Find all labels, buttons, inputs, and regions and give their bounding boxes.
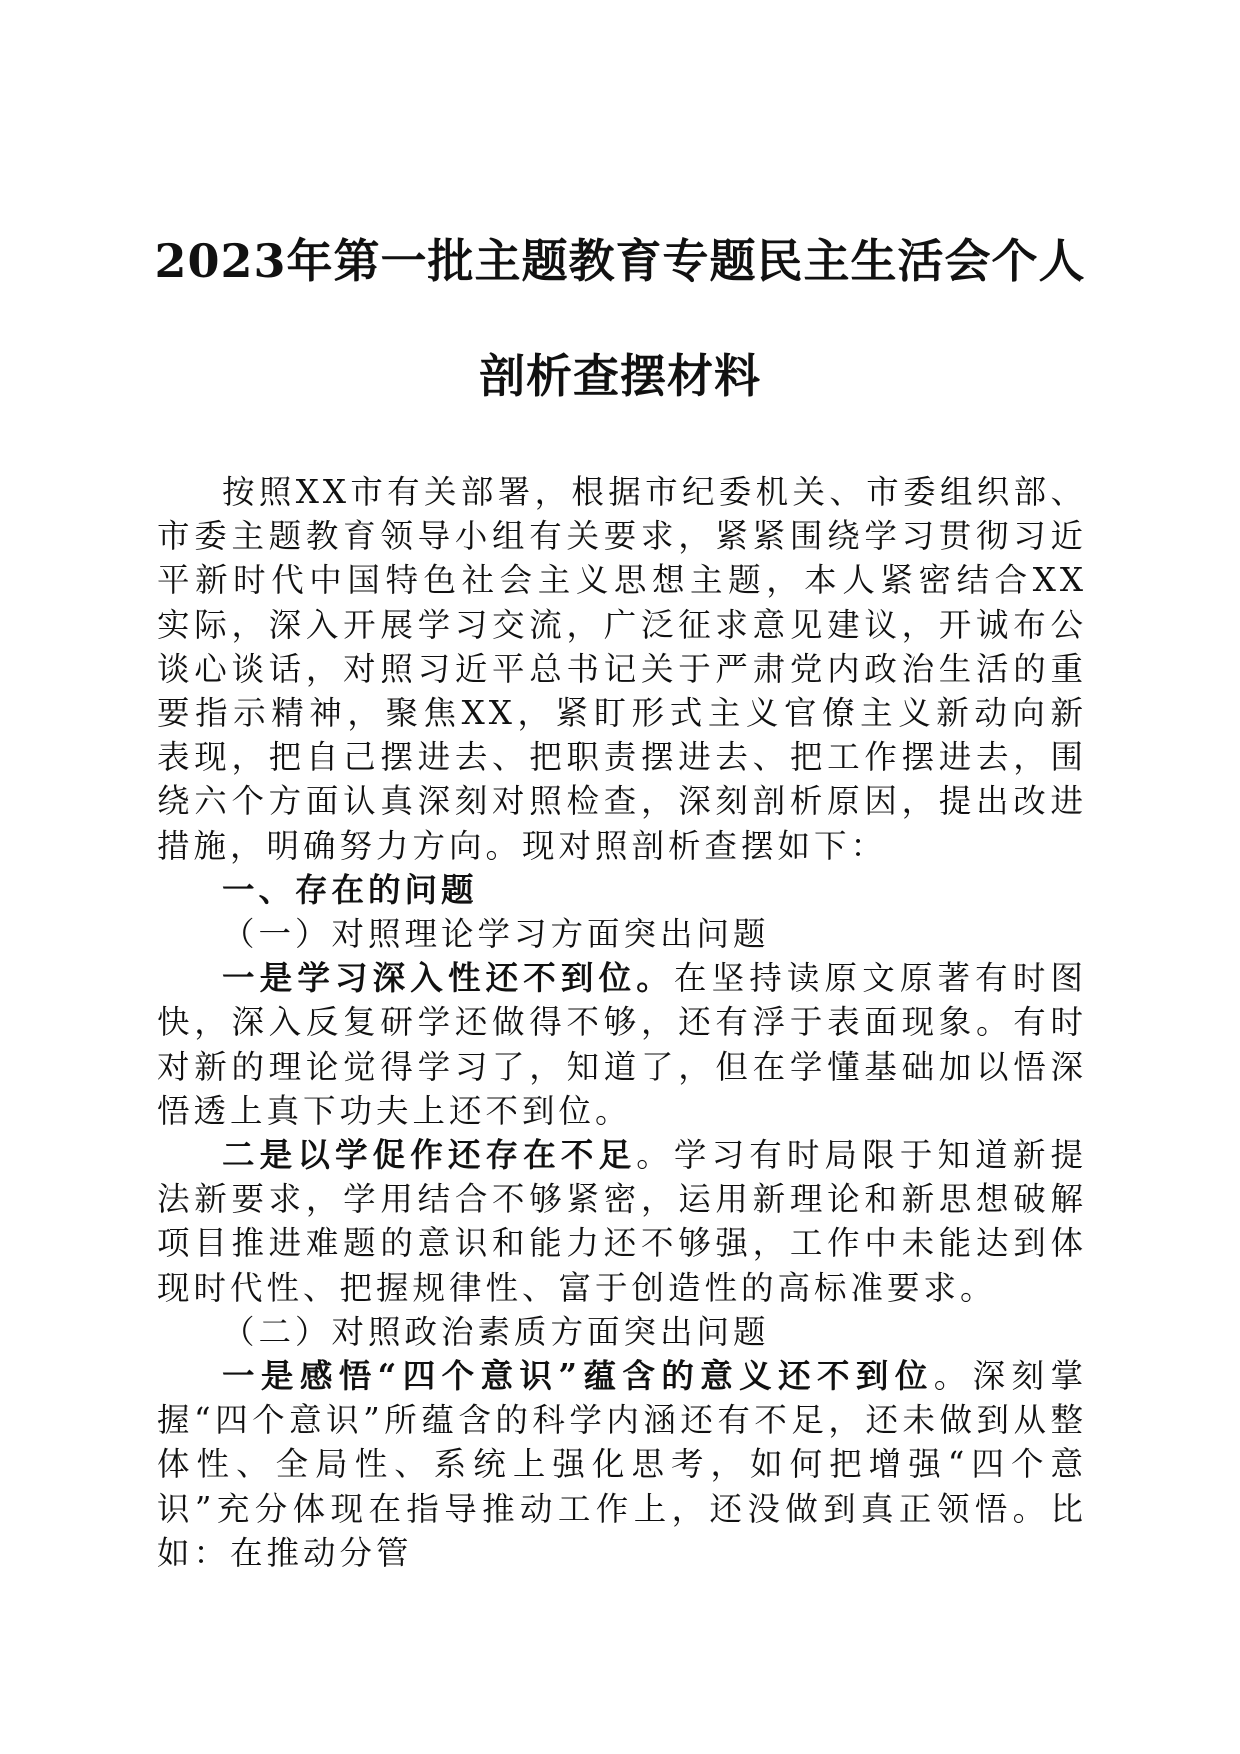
paragraph-text: 在坚持读原文原著有时图快，深入反复研学还做得不够，还有浮于表面现象。有时对新的理论觉得学习了，知道了，但在学懂基础加以悟深悟透上真下功夫上还不到位。: [157, 959, 1087, 1130]
paragraph-study-depth: [157, 956, 1087, 1133]
document-title-line-1: 2023年第一批主题教育专题民主生活会个人: [154, 234, 1086, 288]
paragraph-study-practice: [157, 1133, 1087, 1310]
section-heading-problems: 一、存在的问题: [222, 869, 478, 909]
subsection-heading-theory-study: （一）对照理论学习方面突出问题: [222, 915, 770, 954]
paragraph-lead: 一是感悟“四个意识”蕴含的意义还不到位: [222, 1356, 934, 1396]
paragraph-lead: 一是学习深入性还不到位。: [222, 958, 674, 998]
subsection-heading-political-quality: （二）对照政治素质方面突出问题: [222, 1312, 770, 1351]
document-body: [157, 470, 1087, 1575]
intro-paragraph: 按照XX市有关部署，根据市纪委机关、市委组织部、市委主题教育领导小组有关要求，紧紧围绕学习贯彻习近平新时代中国特色社会主义思想主题，本人紧密结合XX实际，深入开展学习交流，广泛征求意见建议，开诚布公谈心谈话，对照习近平总书记关于严肃党内政治生活的重要指示精神，聚焦XX，紧盯形式主义官僚主义新动向新表现，把自己摆进去、把职责摆进去、把工作摆进去，围绕六个方面认真深刻对照检查，深刻剖析原因，提出改进措施，明确努力方向。现对照剖析查摆如下：: [157, 473, 1087, 865]
paragraph-text: 。学习有时局限于知道新提法新要求，学用结合不够紧密，运用新理论和新思想破解项目推进难题的意识和能力还不够强，工作中未能达到体现时代性、把握规律性、富于创造性的高标准要求。: [157, 1136, 1087, 1307]
document-title-line-2: 剖析查摆材料: [479, 349, 761, 403]
paragraph-text: 。深刻掌握“四个意识”所蕴含的科学内涵还有不足，还未做到从整体性、全局性、系统上强化思考，如何把增强“四个意识”充分体现在指导推动工作上，还没做到真正领悟。比如：在推动分管: [157, 1357, 1087, 1572]
paragraph-lead: 二是以学促作还存在不足: [222, 1135, 637, 1175]
paragraph-four-consciousness: [157, 1354, 1087, 1575]
